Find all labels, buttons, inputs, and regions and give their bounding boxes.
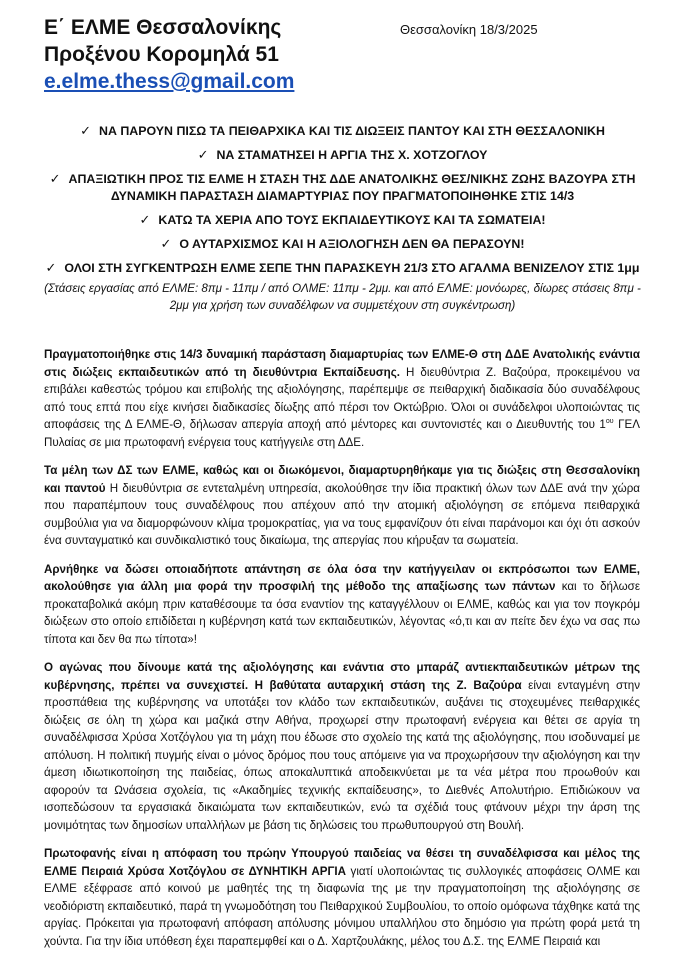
checkmark-icon: ✓ [45,260,57,275]
demand-item: ✓ ΚΑΤΩ ΤΑ ΧΕΡΙΑ ΑΠΟ ΤΟΥΣ ΕΚΠΑΙΔΕΥΤΙΚΟΥΣ ΚΑΙ ΤΑ ΣΩΜΑΤΕΙΑ! [139,212,546,227]
demands-list [40,122,645,314]
paragraph: Τα μέλη των ΔΣ των ΕΛΜΕ, καθώς και οι διωκόμενοι, διαμαρτυρηθήκαμε για τις διώξεις στη Θεσσαλονίκη και παντού Η διευθύντρια σε εντεταλμένη υπηρεσία, ακολούθησε την ίδια πρακτική όλων των ΔΔΕ ανά την χώρα που παραπέμπουν τους συναδέλφους που απέχουν από την ατομική αξιολόγηση σε επόμενα πειθαρχικά συμβούλια για να διαμορφώνουν κλίμα τρομοκρατίας, για να τους εμφανίζουν ότι είναι παράνομοι και όχι ότι ασκούν ένα συνταγματικό και συνδικαλιστικό τους δικαίωμα, της απεργίας που κήρυξαν τα σωματεία. [44,464,640,547]
paragraph: Αρνήθηκε να δώσει οποιαδήποτε απάντηση σε όλα όσα την κατήγγειλαν οι εκπρόσωποι των ΕΛΜΕ, ακολούθησε για άλλη μια φορά την προσφιλή της μέθοδο της απαξίωσης των πάντων και το δήλωσε προκαταβολικά ακόμη πριν καταθέσουμε τα όσα εναντίον της καταγγέλλουν οι ΕΛΜΕ, καθώς και για τον πογκρόμ διώξεων στο οποίο επιδίδεται η κυβέρνηση κατά των εκπαιδευτικών, λέγοντας «ό,τι και αν πείτε δεν έχω να σας πω τίποτα και δεν θα πω τίποτα»! [44,562,640,646]
paragraph: Πραγματοποιήθηκε στις 14/3 δυναμική παράσταση διαμαρτυρίας των ΕΛΜΕ-Θ στη ΔΔΕ Ανατολικής ενάντια στις διώξεις εκπαιδευτικών από τη διευθύντρια Εκπαίδευσης. Η διευθύντρια Ζ. Βαζούρα, προκειμένου να επιβάλει καθεστώς τρόμου και επιβολής της αξιολόγησης, παρέπεμψε σε πειθαρχική διαδικασία δύο συναδέλφους από τους επτά που είχε κινήσει διαδικασίες δίωξης από πέρσι τον Οκτώβριο. Όλοι οι συνάδελφοι υλοποιώντας τις αποφάσεις της Δ ΕΛΜΕ-Θ, δήλωσαν απεργία αποχή από μέντορες και συντονιστές και ο Διευθυντής του $1^{o\upsilon}$ ΓΕΛ Πυλαίας σε μια πρωτοφανή ενέργεια τους κατήγγειλε στη ΔΔΕ. [44,348,640,449]
checkmark-icon: ✓ [80,123,91,138]
document-body [44,346,640,961]
strike-note: (Στάσεις εργασίας από ΕΛΜΕ: 8πμ - 11πμ / από ΟΛΜΕ: 11πμ - 2μμ. και από ΕΛΜΕ: μονόωρες, δίωρες στάσεις 8πμ - 2μμ για χρήση των συναδέλφων να συμμετέχουν στη συγκέντρωση) [44,282,641,312]
document-date: Θεσσαλονίκη 18/3/2025 [400,22,538,37]
union-address: Προξένου Κορομηλά 51 [44,43,279,66]
paragraph: Ο αγώνας που δίνουμε κατά της αξιολόγησης και ενάντια στο μπαράζ αντιεκπαιδευτικών μέτρων της κυβέρνησης, πρέπει να συνεχιστεί. Η βαθύτατα αυταρχική στάση της Ζ. Βαζούρα είναι ενταγμένη στην προσπάθεια της κυβέρνησης να υποτάξει τον κλάδο των εκπαιδευτικών, αυξάνει τις στοχευμένες πειθαρχικές διώξεις σε όλη τη χώρα και μαζικά στην Αθήνα, προχωρεί στην πρωτοφανή ενέργεια και θέτει σε αργία τη συναδέλφισσα Χρύσα Χοτζόγλου για τη μάχη που έδωσε στο σχολείο της κατά της αξιολόγησης, που ισοδυναμεί με απόλυση. Η πολιτική πυγμής είναι ο μόνος δρόμος που τους απόμεινε για να προχωρήσουν την αξιολόγηση και την άμεση ιδιωτικοποίηση της παιδείας, όπως αποκαλυπτικά αποδεικνύεται με τα νέα μέτρα που προωθούν και αφορούν τα Ωνάσεια σχολεία, τις «Ακαδημίες τεχνικής εκπαίδευσης», το Διεθνές Απολυτήριο. Επιδιώκουν να ισοπεδώσουν τα εργασιακά δικαιώματα των εκπαιδευτικών, ενώ τα σχέδιά τους φτάνουν μέχρι την άρση της μονιμότητας των δημοσίων υπαλλήλων με βάση τις δηλώσεις του πρωθυπουργού στη Βουλή. [44,661,640,832]
paragraph: Πρωτοφανής είναι η απόφαση του πρώην Υπουργού παιδείας να θέσει τη συναδέλφισσα και μέλος της ΕΛΜΕ Πειραιά Χρύσα Χοτζόγλου σε ΔΥΝΗΤΙΚΗ ΑΡΓΙΑ γιατί υλοποιώντας τις συλλογικές αποφάσεις ΟΛΜΕ και ΕΛΜΕ εξέφρασε από κοινού με μαθητές της τη διαφωνία της με την πραγματοποίηση της αξιολόγησης σε νεοδιόριστη εκπαιδευτικό, παρά τη γνωμοδότηση του Πειθαρχικού Συμβουλίου, το οποίο ομόφωνα τάχθηκε κατά της αργίας. Πρόκειται για πρωτοφανή απόφαση απόλυσης μόνιμου υπαλλήλου στο δημόσιο για πρώτη φορά μετά τη χούντα. Για την ίδια υπόθεση έχει παραπεμφθεί και ο Δ. Χαρτζουλάκης, μέλος του Δ.Σ. της ΕΛΜΕ Πειραιά και [44,847,640,948]
demand-item: ✓ ΝΑ ΠΑΡΟΥΝ ΠΙΣΩ ΤΑ ΠΕΙΘΑΡΧΙΚΑ ΚΑΙ ΤΙΣ ΔΙΩΞΕΙΣ ΠΑΝΤΟΥ ΚΑΙ ΣΤΗ ΘΕΣΣΑΛΟΝΙΚΗ [80,123,605,138]
checkmark-icon: ✓ [49,171,61,186]
checkmark-icon: ✓ [197,147,209,162]
demand-item: ✓ ΑΠΑΞΙΩΤΙΚΗ ΠΡΟΣ ΤΙΣ ΕΛΜΕ Η ΣΤΑΣΗ ΤΗΣ ΔΔΕ ΑΝΑΤΟΛΙΚΗΣ ΘΕΣ/ΝΙΚΗΣ ΖΩΗΣ ΒΑΖΟΥΡΑ ΣΤΗ ΔΥΝΑΜΙΚΗ ΠΑΡΑΣΤΑΣΗ ΔΙΑΜΑΡΤΥΡΙΑΣ ΠΟΥ ΠΡΑΓΜΑΤΟΠΟΙΗΘΗΚΕ ΣΤΙΣ 14/3 [49,171,636,203]
demand-item: ✓ Ο ΑΥΤΑΡΧΙΣΜΟΣ ΚΑΙ Η ΑΞΙΟΛΟΓΗΣΗ ΔΕΝ ΘΑ ΠΕΡΑΣΟΥΝ! [160,236,525,251]
demand-item: ✓ ΟΛΟΙ ΣΤΗ ΣΥΓΚΕΝΤΡΩΣΗ ΕΛΜΕ ΣΕΠΕ ΤΗΝ ΠΑΡΑΣΚΕΥΗ 21/3 ΣΤΟ ΑΓΑΛΜΑ ΒΕΝΙΖΕΛΟΥ ΣΤΙΣ 1μμ [45,260,640,275]
union-email-link[interactable]: e.elme.thess@gmail.com [44,70,295,93]
checkmark-icon: ✓ [160,236,172,251]
checkmark-icon: ✓ [139,212,151,227]
letterhead [44,14,294,95]
union-name: Ε΄ ΕΛΜΕ Θεσσαλονίκης [44,16,282,39]
demand-item: ✓ ΝΑ ΣΤΑΜΑΤΗΣΕΙ Η ΑΡΓΙΑ ΤΗΣ Χ. ΧΟΤΖΟΓΛΟΥ [197,147,488,162]
